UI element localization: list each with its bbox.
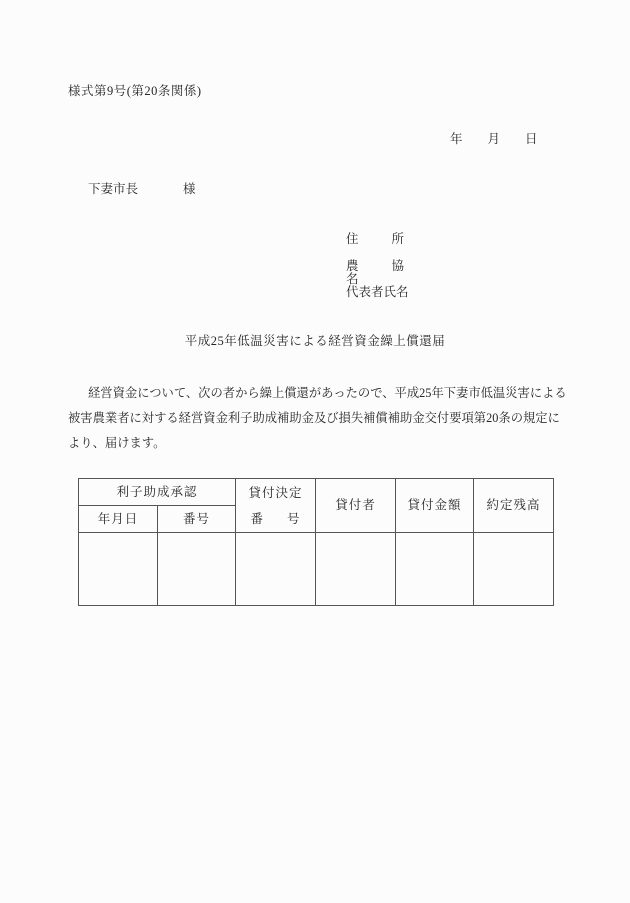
- sender-representative-label: 代表者氏名: [346, 285, 409, 299]
- repayment-table: [78, 478, 554, 606]
- header-loan-amount: 貸付金額: [396, 479, 474, 533]
- body-line-1: 経営資金について、次の者から繰上償還があったので、平成25年下妻市低温災害による: [88, 386, 567, 400]
- body-paragraph: [68, 381, 567, 456]
- body-line-3: より、届けます。: [68, 436, 166, 450]
- cell-lender: [316, 533, 396, 606]
- cell-loan-amount: [396, 533, 474, 606]
- sender-address-label: 住 所: [346, 232, 404, 246]
- cell-approval-number: [158, 533, 236, 606]
- cell-agreed-balance: [474, 533, 554, 606]
- addressee-line: [88, 183, 196, 196]
- addressee-honorific: 様: [183, 182, 196, 196]
- form-number: 様式第9号(第20条関係): [68, 84, 202, 98]
- header-approval-date: 年月日: [79, 506, 158, 533]
- header-lender: 貸付者: [316, 479, 396, 533]
- header-agreed-balance: 約定残高: [474, 479, 554, 533]
- header-loan-decision-number: [236, 479, 316, 533]
- table-row: [79, 533, 554, 606]
- sender-coop-name-label: 農 協 名: [346, 259, 417, 286]
- header-interest-subsidy-approval: 利子助成承認: [79, 479, 236, 506]
- header-approval-number: 番号: [158, 506, 236, 533]
- table-header-row-1: [79, 479, 554, 506]
- loan-decision-line1: 貸付決定: [248, 485, 303, 500]
- loan-decision-line2: 番 号: [250, 511, 301, 526]
- body-line-2: 被害農業者に対する経営資金利子助成補助金及び損失補償補助金交付要項第20条の規定に: [68, 411, 560, 425]
- addressee-name: 下妻市長: [88, 182, 139, 196]
- date-line: 年 月 日: [450, 132, 538, 146]
- cell-approval-date: [79, 533, 158, 606]
- document-title: 平成25年低温災害による経営資金繰上償還届: [184, 334, 446, 348]
- cell-loan-decision-number: [236, 533, 316, 606]
